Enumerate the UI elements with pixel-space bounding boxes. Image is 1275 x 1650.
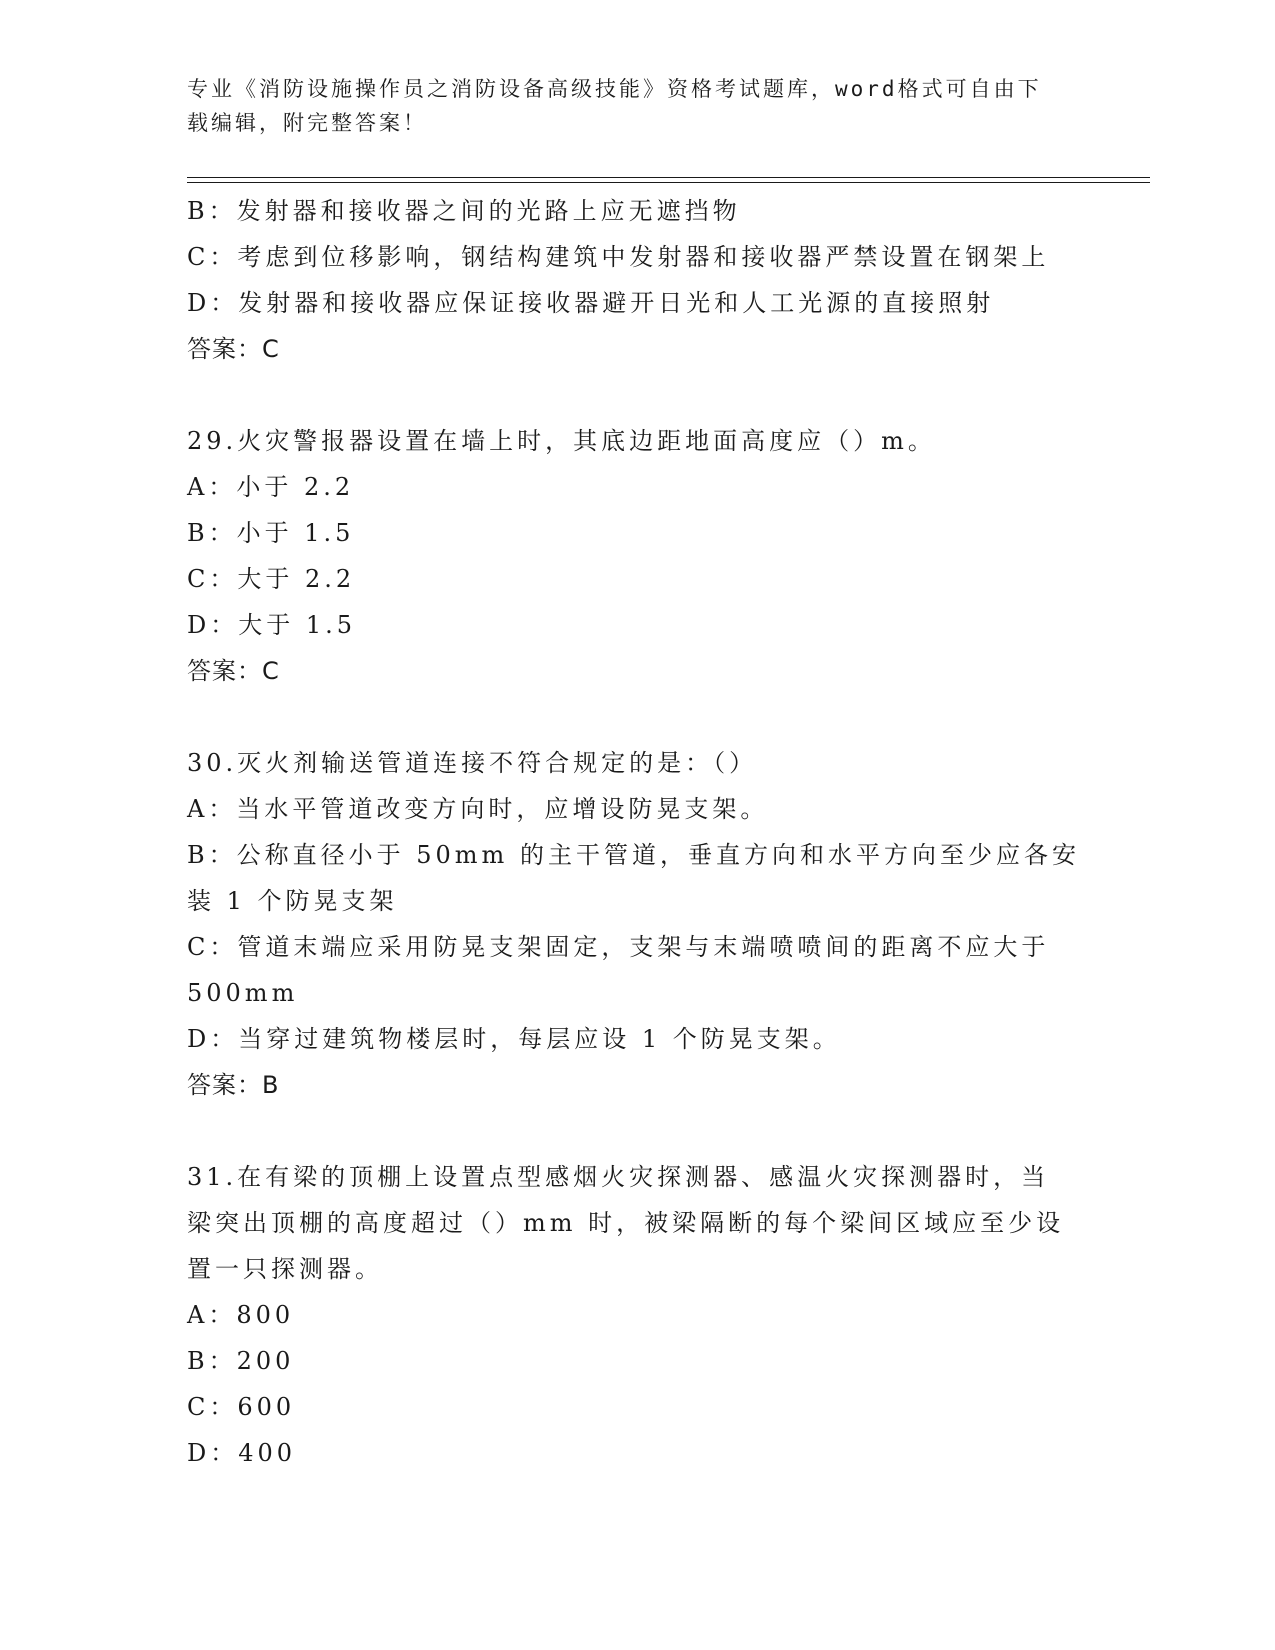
document-header — [187, 72, 1087, 140]
option-c-continued: 500mm — [187, 979, 299, 1007]
header-rule-bottom — [187, 182, 1150, 183]
option-b: B：200 — [187, 1347, 295, 1375]
question-29 — [187, 418, 1087, 694]
option-d: D：大于 1.5 — [187, 611, 357, 639]
option-b: B：公称直径小于 50mm 的主干管道，垂直方向和水平方向至少应各安 — [187, 841, 1080, 869]
option-a: A：当水平管道改变方向时，应增设防晃支架。 — [187, 795, 769, 823]
question-text: 29.火灾警报器设置在墙上时，其底边距地面高度应（）m。 — [187, 427, 936, 455]
question-30 — [187, 740, 1087, 1108]
option-d: D：发射器和接收器应保证接收器避开日光和人工光源的直接照射 — [187, 289, 995, 317]
answer: 答案：B — [187, 1071, 280, 1099]
spacer — [187, 372, 1087, 418]
option-b: B：发射器和接收器之间的光路上应无遮挡物 — [187, 197, 741, 225]
option-d: D：当穿过建筑物楼层时，每层应设 1 个防晃支架。 — [187, 1025, 841, 1053]
question-text-continued: 置一只探测器。 — [187, 1255, 383, 1283]
option-b-continued: 装 1 个防晃支架 — [187, 887, 398, 915]
option-d: D：400 — [187, 1439, 297, 1467]
header-rule-top — [187, 177, 1150, 178]
option-c: C：600 — [187, 1393, 296, 1421]
question-content — [187, 188, 1087, 1476]
question-text: 30.灭火剂输送管道连接不符合规定的是：（） — [187, 749, 758, 777]
spacer — [187, 694, 1087, 740]
option-b: B：小于 1.5 — [187, 519, 355, 547]
answer: 答案：C — [187, 335, 280, 363]
option-a: A：800 — [187, 1301, 295, 1329]
option-c: C：考虑到位移影响，钢结构建筑中发射器和接收器严禁设置在钢架上 — [187, 243, 1050, 271]
option-c: C：管道末端应采用防晃支架固定，支架与末端喷喷间的距离不应大于 — [187, 933, 1050, 961]
question-28 — [187, 188, 1087, 372]
spacer — [187, 1108, 1087, 1154]
question-31 — [187, 1154, 1087, 1476]
question-text-continued: 梁突出顶棚的高度超过（）mm 时，被梁隔断的每个梁间区域应至少设 — [187, 1209, 1065, 1237]
header-line-1: 专业《消防设施操作员之消防设备高级技能》资格考试题库，word格式可自由下 — [187, 77, 1042, 101]
option-c: C：大于 2.2 — [187, 565, 356, 593]
answer: 答案：C — [187, 657, 280, 685]
option-a: A：小于 2.2 — [187, 473, 355, 501]
question-text: 31.在有梁的顶棚上设置点型感烟火灾探测器、感温火灾探测器时，当 — [187, 1163, 1050, 1191]
header-line-2: 载编辑，附完整答案！ — [187, 111, 427, 135]
